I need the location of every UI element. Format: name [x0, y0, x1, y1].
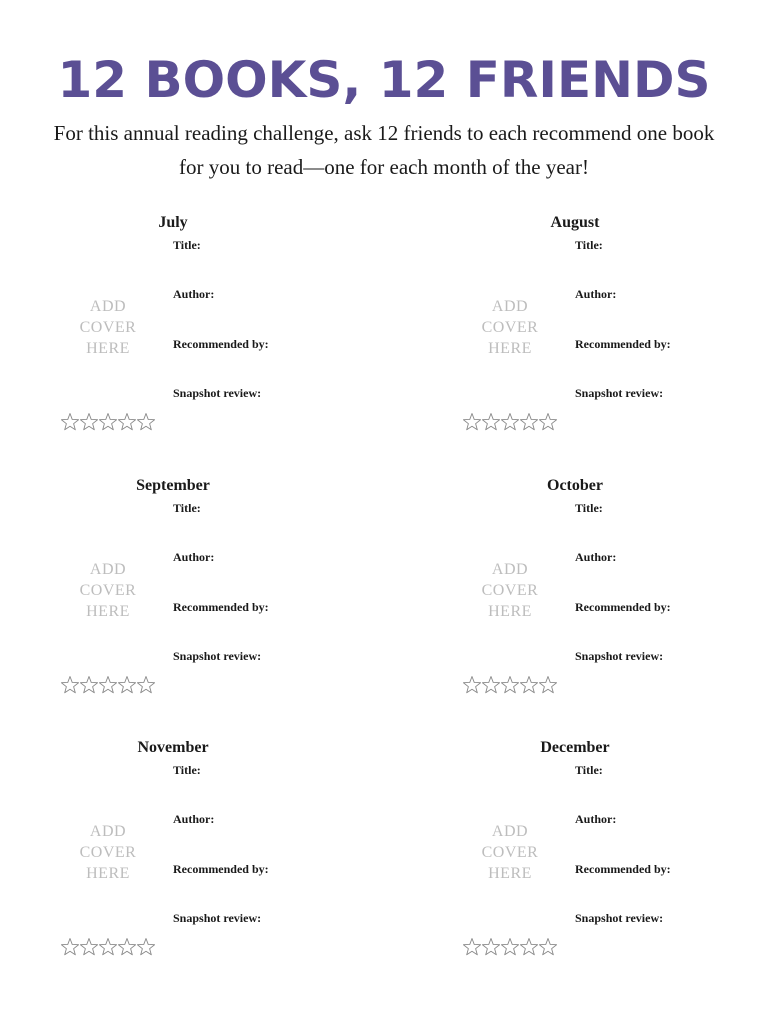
star-icon[interactable] [501, 414, 518, 430]
star-icon[interactable] [539, 939, 556, 955]
star-icon[interactable] [482, 939, 499, 955]
month-card-december [463, 739, 768, 979]
month-label: December [540, 739, 610, 756]
star-icon[interactable] [118, 677, 135, 693]
star-icon[interactable] [118, 939, 135, 955]
star-rating[interactable] [61, 937, 157, 957]
star-icon[interactable] [61, 414, 78, 430]
star-icon[interactable] [482, 677, 499, 693]
cover-placeholder[interactable]: ADD COVER HERE [481, 823, 539, 882]
stars-svg [463, 412, 559, 432]
recommended-by-field-label: Recommended by: [173, 337, 269, 351]
cover-placeholder[interactable]: ADD COVER HERE [481, 298, 539, 357]
star-icon[interactable] [99, 414, 116, 430]
month-label: October [547, 477, 603, 494]
stars-svg [61, 937, 157, 957]
month-card-october [463, 477, 768, 717]
star-icon[interactable] [501, 939, 518, 955]
month-label: July [158, 214, 188, 231]
star-icon[interactable] [80, 414, 97, 430]
star-icon[interactable] [520, 939, 537, 955]
title-field-label: Title: [575, 238, 603, 252]
month-card-september [61, 477, 391, 717]
recommended-by-field-label: Recommended by: [575, 600, 671, 614]
recommended-by-field-label: Recommended by: [575, 337, 671, 351]
stars-svg [463, 937, 559, 957]
star-icon[interactable] [61, 939, 78, 955]
star-icon[interactable] [61, 677, 78, 693]
month-label: August [550, 214, 600, 231]
stars-svg [61, 412, 157, 432]
star-icon[interactable] [463, 414, 480, 430]
title-field-label: Title: [173, 501, 201, 515]
author-field-label: Author: [575, 550, 617, 564]
author-field-label: Author: [575, 287, 617, 301]
star-rating[interactable] [463, 412, 559, 432]
page-subtitle: For this annual reading challenge, ask 12 friends to each recommend one book for you to read—one for each month of the year! [53, 121, 715, 179]
recommended-by-field-label: Recommended by: [575, 862, 671, 876]
recommended-by-field-label: Recommended by: [173, 862, 269, 876]
star-icon[interactable] [99, 939, 116, 955]
cover-placeholder[interactable]: ADD COVER HERE [79, 298, 137, 357]
star-icon[interactable] [137, 414, 154, 430]
star-icon[interactable] [501, 677, 518, 693]
author-field-label: Author: [173, 287, 215, 301]
cover-placeholder[interactable]: ADD COVER HERE [79, 561, 137, 620]
star-icon[interactable] [80, 677, 97, 693]
star-rating[interactable] [61, 412, 157, 432]
title-field-label: Title: [173, 238, 201, 252]
star-icon[interactable] [520, 414, 537, 430]
snapshot-review-field-label: Snapshot review: [575, 911, 664, 925]
page-title: 12 BOOKS, 12 FRIENDS [57, 51, 711, 109]
month-card-august [463, 214, 768, 454]
recommended-by-field-label: Recommended by: [173, 600, 269, 614]
snapshot-review-field-label: Snapshot review: [173, 386, 262, 400]
star-icon[interactable] [99, 677, 116, 693]
star-icon[interactable] [539, 414, 556, 430]
author-field-label: Author: [173, 550, 215, 564]
cover-placeholder[interactable]: ADD COVER HERE [481, 561, 539, 620]
star-icon[interactable] [137, 677, 154, 693]
star-icon[interactable] [80, 939, 97, 955]
star-rating[interactable] [463, 937, 559, 957]
star-icon[interactable] [137, 939, 154, 955]
month-label: November [137, 739, 209, 756]
author-field-label: Author: [173, 812, 215, 826]
star-rating[interactable] [463, 675, 559, 695]
author-field-label: Author: [575, 812, 617, 826]
star-icon[interactable] [539, 677, 556, 693]
star-icon[interactable] [463, 939, 480, 955]
star-icon[interactable] [463, 677, 480, 693]
snapshot-review-field-label: Snapshot review: [173, 649, 262, 663]
snapshot-review-field-label: Snapshot review: [575, 649, 664, 663]
star-icon[interactable] [520, 677, 537, 693]
star-icon[interactable] [118, 414, 135, 430]
stars-svg [61, 675, 157, 695]
stars-svg [463, 675, 559, 695]
title-field-label: Title: [575, 763, 603, 777]
month-card-july [61, 214, 391, 454]
star-rating[interactable] [61, 675, 157, 695]
title-field-label: Title: [173, 763, 201, 777]
month-card-november [61, 739, 391, 979]
cover-placeholder[interactable]: ADD COVER HERE [79, 823, 137, 882]
month-label: September [136, 477, 210, 494]
title-field-label: Title: [575, 501, 603, 515]
star-icon[interactable] [482, 414, 499, 430]
snapshot-review-field-label: Snapshot review: [173, 911, 262, 925]
snapshot-review-field-label: Snapshot review: [575, 386, 664, 400]
